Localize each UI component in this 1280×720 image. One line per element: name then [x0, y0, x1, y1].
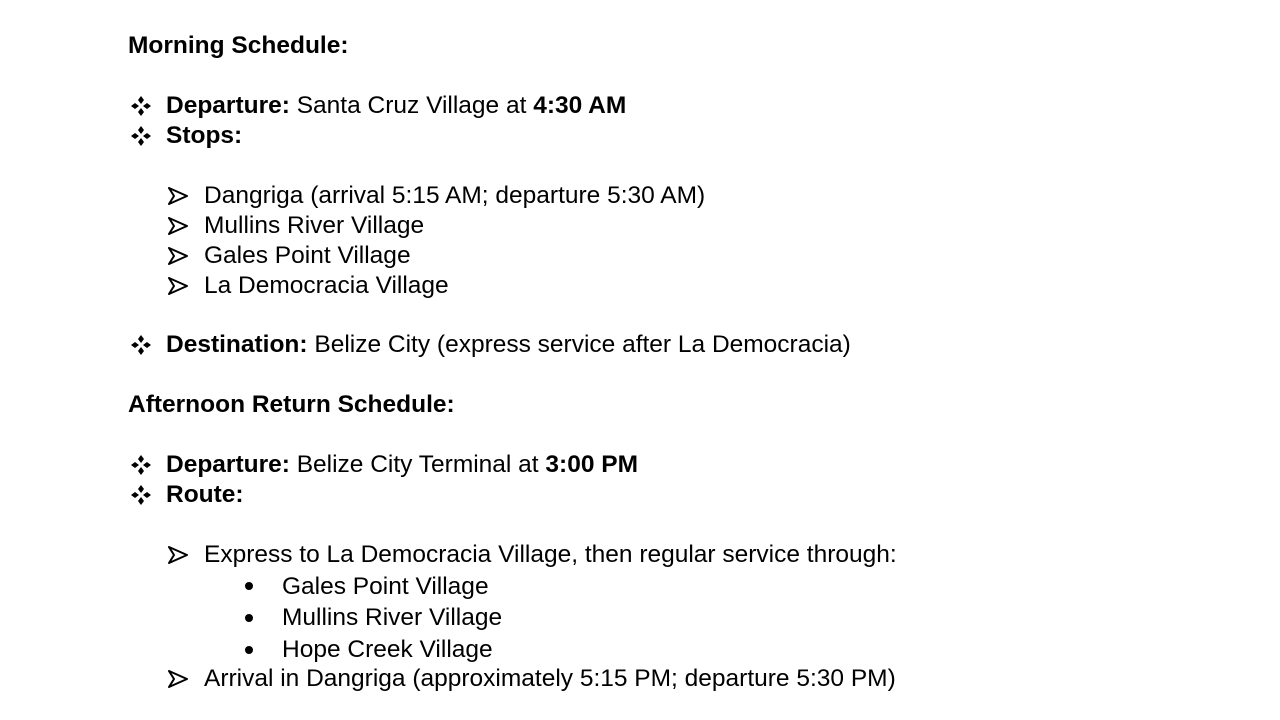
departure-text: Santa Cruz Village at [289, 92, 534, 119]
diamond-bullet-icon [130, 334, 152, 356]
arrow-bullet-icon [168, 217, 188, 235]
departure-label: Departure: [166, 92, 290, 119]
destination-text: Belize City (express service after La Democracia) [307, 331, 851, 358]
stop-item: Gales Point Village [204, 242, 411, 269]
stops-label: Stops: [166, 122, 243, 149]
destination-label: Destination: [166, 331, 308, 358]
departure-time: 4:30 AM [533, 92, 627, 119]
arrival-item: Arrival in Dangriga (approximately 5:15 PM; departure 5:30 PM) [204, 665, 896, 692]
dot-bullet-icon [245, 614, 253, 622]
afternoon-schedule-heading: Afternoon Return Schedule: [128, 391, 455, 418]
stop-item: Mullins River Village [204, 212, 425, 239]
stop-item: La Democracia Village [204, 272, 449, 299]
route-label: Route: [166, 481, 244, 508]
diamond-bullet-icon [130, 454, 152, 476]
morning-departure [166, 94, 626, 119]
diamond-bullet-icon [130, 484, 152, 506]
morning-destination [166, 333, 851, 358]
diamond-bullet-icon [130, 95, 152, 117]
stop-item: Dangriga (arrival 5:15 AM; departure 5:30 AM) [204, 182, 706, 209]
dot-bullet-icon [245, 646, 253, 654]
departure-text: Belize City Terminal at [289, 451, 546, 478]
dot-bullet-icon [245, 582, 253, 590]
afternoon-departure [166, 453, 638, 478]
route-village-item: Hope Creek Village [282, 636, 493, 663]
departure-label: Departure: [166, 451, 290, 478]
diamond-bullet-icon [130, 125, 152, 147]
arrow-bullet-icon [168, 277, 188, 295]
route-village-item: Gales Point Village [282, 573, 489, 600]
arrow-bullet-icon [168, 670, 188, 688]
arrow-bullet-icon [168, 247, 188, 265]
arrow-bullet-icon [168, 546, 188, 564]
arrow-bullet-icon [168, 187, 188, 205]
route-intro: Express to La Democracia Village, then regular service through: [204, 541, 897, 568]
morning-schedule-heading: Morning Schedule: [128, 32, 349, 59]
route-village-item: Mullins River Village [282, 604, 503, 631]
departure-time: 3:00 PM [545, 451, 639, 478]
